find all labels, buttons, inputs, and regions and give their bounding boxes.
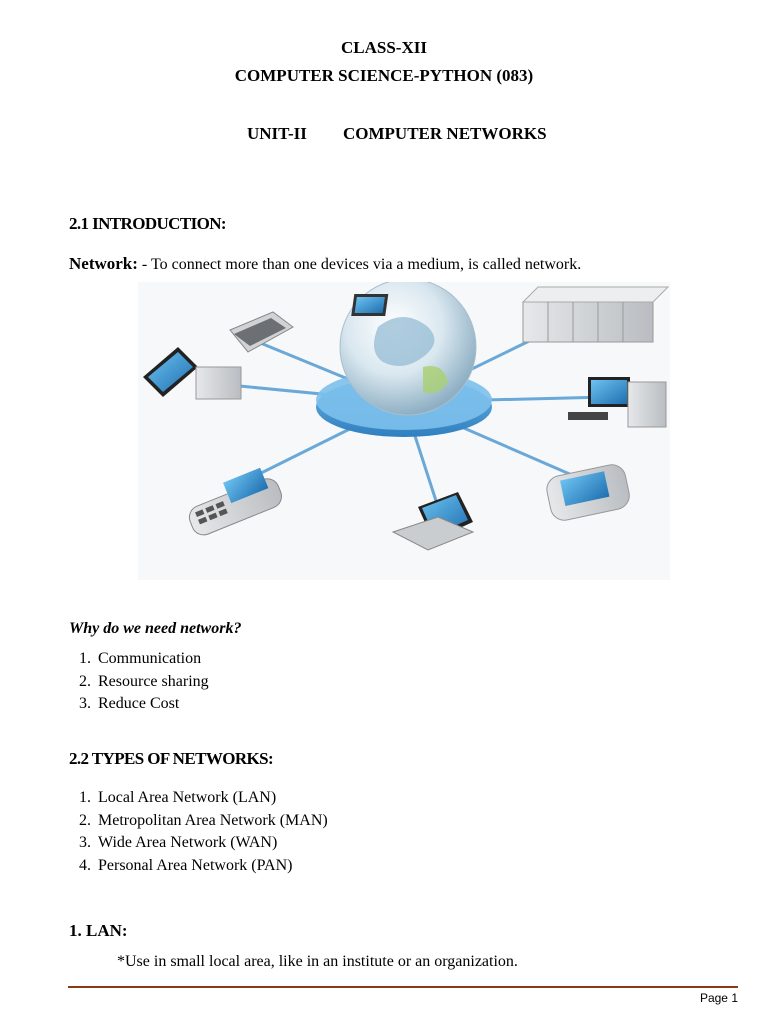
why-question: Why do we need network?	[69, 620, 242, 637]
footer-rule	[68, 986, 738, 988]
intro-heading: 2.1 INTRODUCTION:	[69, 214, 226, 233]
page-number: Page 1	[699, 991, 738, 1005]
unit-label: UNIT-II	[247, 124, 307, 143]
network-definition-text: - To connect more than one devices via a medium, is called network.	[137, 256, 582, 273]
list-item: 1. Communication	[79, 650, 202, 667]
lan-heading: 1. LAN:	[69, 921, 128, 940]
list-item: 4. Personal Area Network (PAN)	[79, 856, 293, 874]
server-rack-icon	[523, 287, 668, 342]
network-term: Network:	[69, 254, 138, 273]
network-illustration	[138, 282, 670, 580]
list-item: 3. Wide Area Network (WAN)	[79, 834, 278, 851]
list-item: 2. Metropolitan Area Network (MAN)	[79, 811, 328, 829]
laptop-icon	[351, 294, 388, 316]
unit-title: COMPUTER NETWORKS	[343, 124, 547, 143]
subject-title: COMPUTER SCIENCE-PYTHON (083)	[234, 66, 534, 85]
why-list	[66, 648, 209, 716]
types-list	[66, 787, 328, 877]
class-title: CLASS-XII	[341, 38, 427, 57]
network-definition	[69, 254, 581, 274]
list-item: 2. Resource sharing	[79, 672, 209, 690]
lan-text: *Use in small local area, like in an institute or an organization.	[117, 953, 518, 970]
types-heading: 2.2 TYPES OF NETWORKS:	[69, 749, 274, 768]
list-item: 3. Reduce Cost	[79, 695, 180, 712]
list-item: 1. Local Area Network (LAN)	[79, 789, 277, 806]
